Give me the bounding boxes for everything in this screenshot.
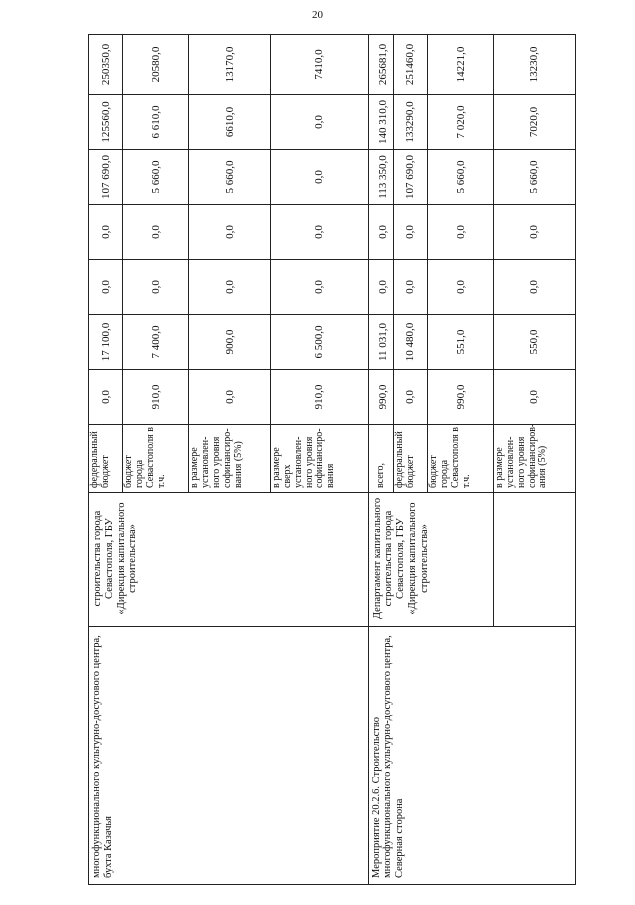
value-cell: 0,0 — [494, 370, 576, 425]
funding-source-cell: бюджет города Севастополя в т.ч. — [123, 425, 189, 493]
value-cell: 107 690,0 — [89, 150, 123, 205]
value-cell: 20580,0 — [123, 35, 189, 95]
value-cell: 551,0 — [428, 315, 494, 370]
value-cell: 10 480,0 — [393, 315, 427, 370]
empty-cell — [494, 493, 576, 627]
value-cell: 910,0 — [271, 370, 368, 425]
value-cell: 900,0 — [189, 315, 271, 370]
value-cell: 0,0 — [89, 260, 123, 315]
value-cell: 0,0 — [393, 260, 427, 315]
value-cell: 251460,0 — [393, 35, 427, 95]
table-row — [368, 35, 393, 885]
funding-source-cell: федеральный бюджет — [89, 425, 123, 493]
value-cell: 990,0 — [368, 370, 393, 425]
page-number: 20 — [312, 9, 323, 21]
budget-table — [88, 34, 576, 885]
value-cell: 0,0 — [393, 205, 427, 260]
value-cell: 7 400,0 — [123, 315, 189, 370]
value-cell: 0,0 — [123, 260, 189, 315]
value-cell: 0,0 — [189, 260, 271, 315]
funding-source-cell: федеральный бюджет — [393, 425, 427, 493]
value-cell: 5 660,0 — [189, 150, 271, 205]
value-cell: 550,0 — [494, 315, 576, 370]
rotated-table-container — [88, 35, 576, 885]
value-cell: 0,0 — [89, 205, 123, 260]
activity-name-cell: многофункционального культурно-досугового центра, бухта Казачья — [89, 627, 369, 885]
funding-source-cell: в размере установлен-ного уровня софинансиро-вания (5%) — [189, 425, 271, 493]
value-cell: 133290,0 — [393, 95, 427, 150]
value-cell: 107 690,0 — [393, 150, 427, 205]
funding-source-cell: в размере сверх установлен-ного уровня софинансиро-вания — [271, 425, 368, 493]
value-cell: 13170,0 — [189, 35, 271, 95]
value-cell: 17 100,0 — [89, 315, 123, 370]
value-cell: 0,0 — [123, 205, 189, 260]
value-cell: 250350,0 — [89, 35, 123, 95]
value-cell: 910,0 — [123, 370, 189, 425]
value-cell: 0,0 — [494, 205, 576, 260]
funding-source-cell: всего, — [368, 425, 393, 493]
value-cell: 0,0 — [368, 260, 393, 315]
value-cell: 990,0 — [428, 370, 494, 425]
value-cell: 5 660,0 — [123, 150, 189, 205]
responsible-org-cell: Департамент капитального строительства города Севастополя, ГБУ «Дирекция капитального строительства» — [368, 493, 494, 627]
value-cell: 125560,0 — [89, 95, 123, 150]
value-cell: 0,0 — [428, 205, 494, 260]
value-cell: 5 660,0 — [494, 150, 576, 205]
value-cell: 0,0 — [271, 260, 368, 315]
value-cell: 0,0 — [494, 260, 576, 315]
value-cell: 7 020,0 — [428, 95, 494, 150]
value-cell: 6 500,0 — [271, 315, 368, 370]
responsible-org-cell: строительства города Севастополя, ГБУ «Дирекция капитального строительства» — [89, 493, 369, 627]
value-cell: 140 310,0 — [368, 95, 393, 150]
value-cell: 0,0 — [271, 150, 368, 205]
value-cell: 0,0 — [428, 260, 494, 315]
activity-name-cell: Мероприятие 20.2.6. Строительство многофункционального культурно-досугового центра, Северная сторона — [368, 627, 575, 885]
value-cell: 0,0 — [189, 370, 271, 425]
value-cell: 0,0 — [89, 370, 123, 425]
value-cell: 11 031,0 — [368, 315, 393, 370]
value-cell: 14221,0 — [428, 35, 494, 95]
table-row — [89, 35, 123, 885]
value-cell: 6610,0 — [189, 95, 271, 150]
value-cell: 0,0 — [189, 205, 271, 260]
value-cell: 6 610,0 — [123, 95, 189, 150]
value-cell: 0,0 — [271, 205, 368, 260]
funding-source-cell: в размере установлен-ного уровня софинансиров-ания (5%) — [494, 425, 576, 493]
value-cell: 0,0 — [393, 370, 427, 425]
value-cell: 0,0 — [368, 205, 393, 260]
value-cell: 13230,0 — [494, 35, 576, 95]
value-cell: 0,0 — [271, 95, 368, 150]
value-cell: 5 660,0 — [428, 150, 494, 205]
value-cell: 7020,0 — [494, 95, 576, 150]
value-cell: 113 350,0 — [368, 150, 393, 205]
value-cell: 7410,0 — [271, 35, 368, 95]
funding-source-cell: бюджет города Севастополя в т.ч. — [428, 425, 494, 493]
value-cell: 265681,0 — [368, 35, 393, 95]
